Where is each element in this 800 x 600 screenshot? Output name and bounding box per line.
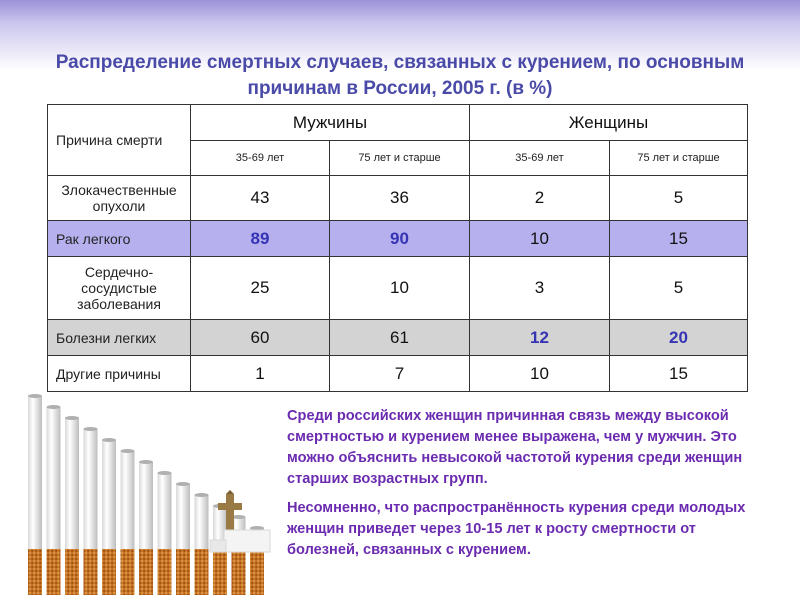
cause-cell: Болезни легких <box>48 320 191 356</box>
table-row <box>48 356 748 392</box>
commentary-text <box>287 406 767 561</box>
table-row <box>48 176 748 221</box>
cause-cell: Злокачественные опухоли <box>48 176 191 221</box>
age-header-men-75plus: 75 лет и старше <box>330 141 470 176</box>
cigarette-icon <box>121 449 135 595</box>
commentary-paragraph-2: Несомненно, что распространённость курения среди молодых женщин приведет через 10-15 лет к росту смертности от болезней, связанных с курением. <box>287 500 746 558</box>
cigarette-icon <box>84 427 98 595</box>
value-cell: 15 <box>610 221 748 257</box>
value-cell: 25 <box>191 257 330 320</box>
value-cell: 15 <box>610 356 748 392</box>
value-cell: 5 <box>610 257 748 320</box>
cigarette-icon <box>158 471 172 595</box>
cause-header: Причина смерти <box>48 105 191 176</box>
value-cell: 36 <box>330 176 470 221</box>
value-cell: 90 <box>330 221 470 257</box>
value-cell: 43 <box>191 176 330 221</box>
cause-cell: Другие причины <box>48 356 191 392</box>
table-row <box>48 257 748 320</box>
cause-cell: Рак легкого <box>48 221 191 257</box>
cigarette-icon <box>139 460 153 595</box>
table-header-row <box>48 105 748 141</box>
women-header: Женщины <box>470 105 748 141</box>
age-header-men-35-69: 35-69 лет <box>191 141 330 176</box>
cigarette-icon <box>28 394 42 595</box>
cigarettes-gravestone-cross-icon <box>0 390 280 600</box>
cigarette-icon <box>47 405 61 595</box>
value-cell: 3 <box>470 257 610 320</box>
value-cell: 7 <box>330 356 470 392</box>
mortality-table <box>47 104 748 392</box>
value-cell: 61 <box>330 320 470 356</box>
value-cell: 12 <box>470 320 610 356</box>
table-row <box>48 320 748 356</box>
value-cell: 89 <box>191 221 330 257</box>
cigarette-icon <box>65 416 79 595</box>
men-header: Мужчины <box>191 105 470 141</box>
commentary-paragraph-1: Среди российских женщин причинная связь между высокой смертностью и курением менее выражена, чем у мужчин. Это можно объяснить невысокой частотой курения среди женщин старших возрастных групп. <box>287 408 743 487</box>
table-row <box>48 221 748 257</box>
value-cell: 1 <box>191 356 330 392</box>
age-header-women-75plus: 75 лет и старше <box>610 141 748 176</box>
value-cell: 10 <box>470 221 610 257</box>
cigarette-icon <box>195 493 209 595</box>
cigarette-icon <box>176 482 190 595</box>
value-cell: 10 <box>470 356 610 392</box>
cause-cell: Сердечно-сосудистые заболевания <box>48 257 191 320</box>
slide-title: Распределение смертных случаев, связанных с курением, по основным причинам в России, 2005 г. (в %) <box>55 52 745 99</box>
value-cell: 60 <box>191 320 330 356</box>
age-header-women-35-69: 35-69 лет <box>470 141 610 176</box>
value-cell: 20 <box>610 320 748 356</box>
value-cell: 5 <box>610 176 748 221</box>
value-cell: 10 <box>330 257 470 320</box>
value-cell: 2 <box>470 176 610 221</box>
cigarette-icon <box>102 438 116 595</box>
